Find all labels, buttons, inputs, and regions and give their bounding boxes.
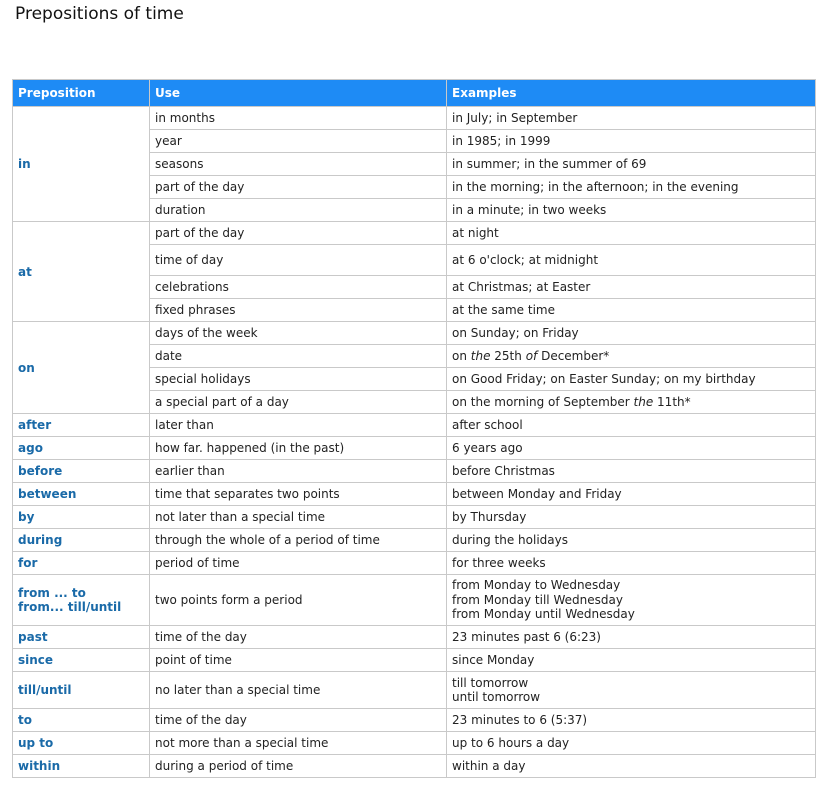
use-cell: part of the day [150,176,447,199]
example-cell: during the holidays [447,529,816,552]
example-cell: on Good Friday; on Easter Sunday; on my birthday [447,368,816,391]
preposition-since: since [13,649,150,672]
preposition-after: after [13,414,150,437]
preposition-in: in [13,107,150,222]
preposition-ago: ago [13,437,150,460]
table-row [13,672,816,709]
preposition-on: on [13,322,150,414]
preposition-by: by [13,506,150,529]
preposition-to: to [13,709,150,732]
use-cell: no later than a special time [150,672,447,709]
preposition-at: at [13,222,150,322]
example-cell: between Monday and Friday [447,483,816,506]
example-cell: at night [447,222,816,245]
example-cell: up to 6 hours a day [447,732,816,755]
example-cell: since Monday [447,649,816,672]
table-row [13,222,816,245]
header-preposition: Preposition [13,80,150,107]
example-line: from Monday until Wednesday [452,607,635,622]
example-cell: at the same time [447,299,816,322]
example-text: on the morning of September [452,395,634,409]
example-cell: in July; in September [447,107,816,130]
use-cell: not later than a special time [150,506,447,529]
use-cell: time of the day [150,709,447,732]
use-cell: time of the day [150,626,447,649]
table-row [13,626,816,649]
example-line: from Monday to Wednesday [452,578,621,593]
use-cell: period of time [150,552,447,575]
table-row [13,649,816,672]
preposition-line: from ... to [18,585,86,600]
use-cell: special holidays [150,368,447,391]
table-row [13,529,816,552]
table-row [13,414,816,437]
use-cell: point of time [150,649,447,672]
example-text-italic: of [525,349,538,363]
header-examples: Examples [447,80,816,107]
example-cell: before Christmas [447,460,816,483]
use-cell: celebrations [150,276,447,299]
page-title: Prepositions of time [15,4,184,24]
use-cell: seasons [150,153,447,176]
example-line: until tomorrow [452,690,541,704]
use-cell: not more than a special time [150,732,447,755]
use-cell: during a period of time [150,755,447,778]
header-use: Use [150,80,447,107]
example-text: 25th [490,349,526,363]
use-cell: part of the day [150,222,447,245]
example-cell: on Sunday; on Friday [447,322,816,345]
example-cell: by Thursday [447,506,816,529]
use-cell: earlier than [150,460,447,483]
use-cell: later than [150,414,447,437]
table-row [13,552,816,575]
example-text-italic: the [470,349,491,363]
example-cell [447,575,816,626]
preposition-from-to [13,575,150,626]
preposition-till-until: till/until [13,672,150,709]
example-cell [447,345,816,368]
example-text: 11th* [653,395,691,409]
example-cell: in the morning; in the afternoon; in the evening [447,176,816,199]
example-cell: in 1985; in 1999 [447,130,816,153]
table-row [13,437,816,460]
preposition-within: within [13,755,150,778]
preposition-up-to: up to [13,732,150,755]
example-cell: in summer; in the summer of 69 [447,153,816,176]
example-text: on [452,349,471,363]
preposition-between: between [13,483,150,506]
preposition-line: from... till/until [18,600,122,614]
preposition-past: past [13,626,150,649]
use-cell: days of the week [150,322,447,345]
example-line: till tomorrow [452,675,529,690]
table-row [13,575,816,626]
use-cell: a special part of a day [150,391,447,414]
example-text-italic: the [633,395,654,409]
use-cell: year [150,130,447,153]
preposition-during: during [13,529,150,552]
example-cell: at Christmas; at Easter [447,276,816,299]
example-text: December* [537,349,610,363]
use-cell: two points form a period [150,575,447,626]
use-cell: date [150,345,447,368]
example-cell: in a minute; in two weeks [447,199,816,222]
table-row [13,755,816,778]
preposition-for: for [13,552,150,575]
preposition-before: before [13,460,150,483]
table-row [13,322,816,345]
use-cell: how far. happened (in the past) [150,437,447,460]
table-row [13,732,816,755]
use-cell: duration [150,199,447,222]
example-cell: at 6 o'clock; at midnight [447,245,816,276]
example-cell: after school [447,414,816,437]
example-cell: 6 years ago [447,437,816,460]
table-row [13,506,816,529]
example-cell: 23 minutes past 6 (6:23) [447,626,816,649]
example-cell [447,672,816,709]
use-cell: time that separates two points [150,483,447,506]
example-cell: for three weeks [447,552,816,575]
table-row [13,460,816,483]
use-cell: time of day [150,245,447,276]
example-cell: 23 minutes to 6 (5:37) [447,709,816,732]
table-row [13,483,816,506]
example-line: from Monday till Wednesday [452,592,623,607]
prepositions-table [12,79,816,778]
table-header-row [13,80,816,107]
use-cell: through the whole of a period of time [150,529,447,552]
example-cell: within a day [447,755,816,778]
use-cell: in months [150,107,447,130]
example-cell [447,391,816,414]
table-row [13,709,816,732]
use-cell: fixed phrases [150,299,447,322]
table-row [13,107,816,130]
